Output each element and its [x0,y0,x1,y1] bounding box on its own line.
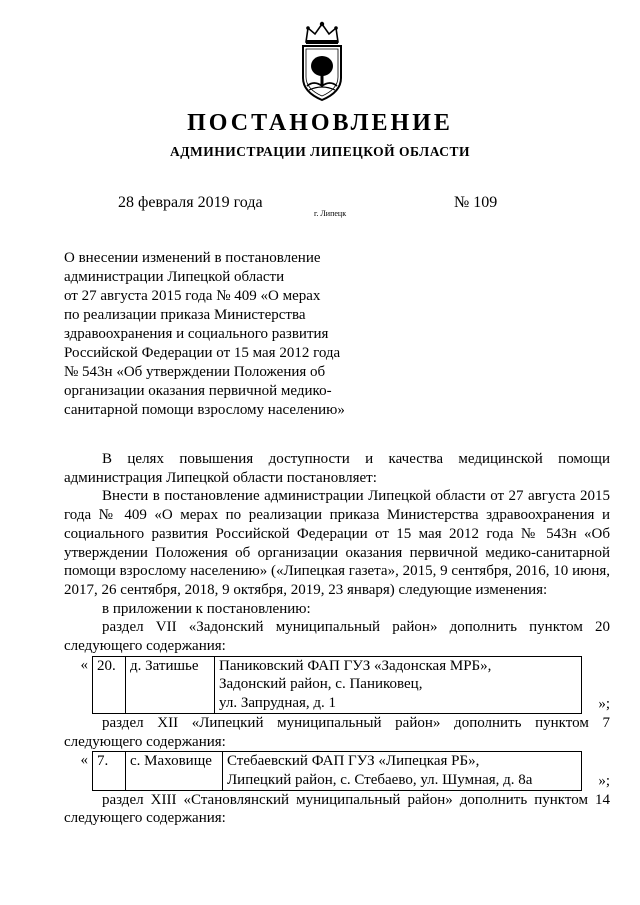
document-body [64,450,610,828]
paragraph: В целях повышения доступности и качества медицинской помощи [102,451,610,467]
document-subtitle: АДМИНИСТРАЦИИ ЛИПЕЦКОЙ ОБЛАСТИ [169,144,471,159]
insert-table-wrapper [64,656,610,714]
paragraph: Внести в постановление администрации Липецкой области от 27 августа 2015 года № 409 «О мерах по реализации приказа Министерства здравоохранения и социального развития Российской Федерации от 15 мая 2012 года № 543н «Об утверждении Положения об организации оказания первичной медико-санитарной помощи взрослому населению» («Липецкая газета», 2015, 9 сентября, 2016, 10 июня, 2017, 26 сентября, 2018, 9 октября, 2019, 23 января) следующие изменения: [64,488,610,598]
subject-line: от 27 августа 2015 года № 409 «О мерах [64,288,321,304]
insert-table [92,751,582,790]
address-line: Стебаевский ФАП ГУЗ «Липецкая РБ», [227,753,480,770]
document-city: г. Липецк [314,209,347,218]
paragraph: в приложении к постановлению: [102,600,311,617]
subject-line: администрации Липецкой области [64,269,285,285]
table-cell-number: 7. [93,752,126,790]
table-cell-address [223,752,582,790]
address-line: Задонский район, с. Паниковец, [219,676,423,693]
close-quote: »; [598,696,610,713]
open-quote: « [80,752,88,769]
document-number: № 109 [454,194,498,211]
subject-line: организации оказания первичной медико- [64,383,332,399]
table-row [93,656,582,713]
subject-line: № 543н «Об утверждении Положения об [64,364,326,380]
subject-line: санитарной помощи взрослому населению» [64,402,345,418]
insert-table [92,656,582,714]
paragraph: раздел XIII «Становлянский муниципальный район» дополнить пунктом 14 следующего содержания: [64,791,610,827]
paragraph: раздел VII «Задонский муниципальный район» дополнить пунктом 20 следующего содержания: [64,619,610,655]
open-quote: « [80,656,88,673]
subject-line: О внесении изменений в постановление [64,250,321,266]
address-line: Паниковский ФАП ГУЗ «Задонская МРБ», [219,657,492,674]
coat-of-arms-icon [296,20,348,102]
subject-line: по реализации приказа Министерства [64,307,306,323]
address-line: Липецкий район, с. Стебаево, ул. Шумная, д. 8а [227,771,533,788]
table-cell-number: 20. [93,656,126,713]
table-row [93,752,582,790]
document-date: 28 февраля 2019 года [118,194,263,211]
paragraph: администрация Липецкой области постановляет: [64,469,377,486]
subject-line: Российской Федерации от 15 мая 2012 года [64,345,341,361]
document-title: ПОСТАНОВЛЕНИЕ [187,110,453,136]
table-cell-address [215,656,582,713]
subject-line: здравоохранения и социального развития [64,326,329,342]
document-subject [64,249,364,420]
close-quote: »; [598,772,610,789]
table-cell-place: с. Маховище [126,752,223,790]
table-cell-place: д. Затишье [126,656,215,713]
address-line: ул. Запрудная, д. 1 [219,695,337,712]
insert-table-wrapper [64,751,610,790]
paragraph: раздел XII «Липецкий муниципальный район» дополнить пунктом 7 следующего содержания: [64,714,610,750]
